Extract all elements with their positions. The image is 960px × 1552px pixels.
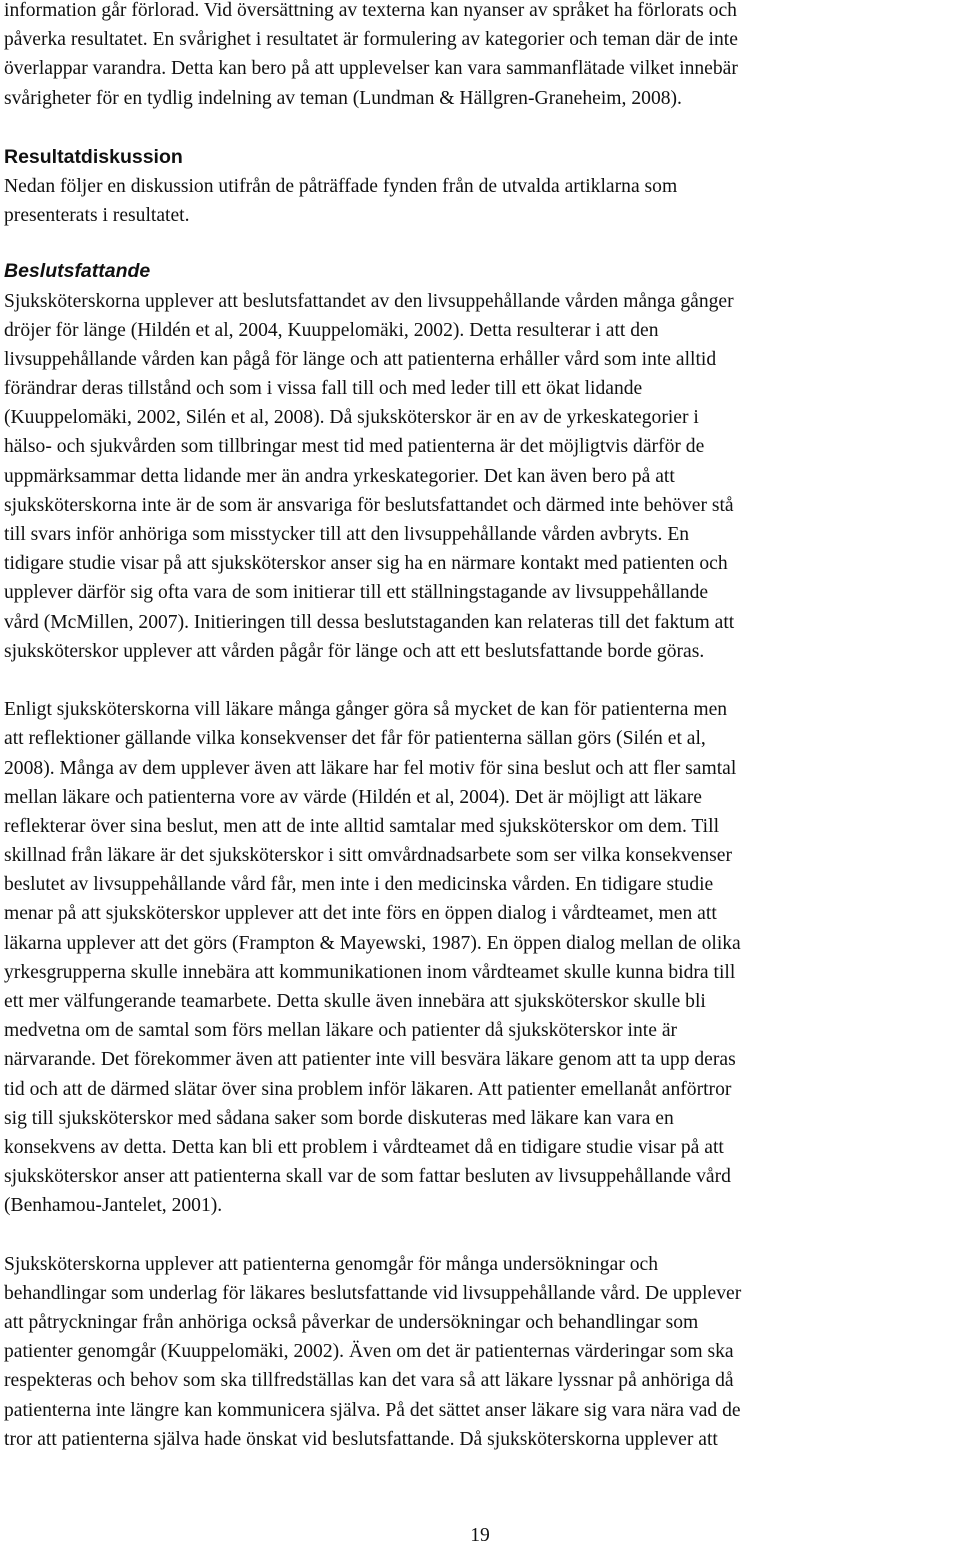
- section-intro-paragraph: [4, 172, 956, 230]
- text-line: tid och att de därmed slätar över sina problem inför läkaren. Att patienter emellanåt anförtror: [4, 1078, 732, 1100]
- text-line: överlappar varandra. Detta kan bero på att upplevelser kan vara sammanflätade vilket innebär: [4, 58, 738, 80]
- body-paragraph: [4, 695, 956, 1220]
- text-line: förändrar deras tillstånd och som i vissa fall till och med leder till ett ökat lidande: [4, 378, 643, 400]
- text-line: behandlingar som underlag för läkares beslutsfattande vid livsuppehållande vård. De upplever: [4, 1282, 742, 1304]
- text-line: Sjuksköterskorna upplever att patienterna genomgår för många undersökningar och: [4, 1253, 659, 1275]
- text-line: Nedan följer en diskussion utifrån de påträffade fynden från de utvalda artiklarna som: [4, 175, 678, 197]
- text-line: att reflektioner gällande vilka konsekvenser det får för patienterna sällan görs (Silén et al,: [4, 728, 706, 750]
- text-line: till svars inför anhöriga som misstycker till att den livsuppehållande vården avbryts. En: [4, 524, 690, 546]
- text-line: skillnad från läkare är det sjuksköterskor i sitt omvårdnadsarbete som ser vilka konsekvenser: [4, 845, 733, 867]
- text-line: upplever därför sig ofta vara de som initierar till ett ställningstagande av livsuppehållande: [4, 582, 709, 604]
- text-line: information går förlorad. Vid översättning av texterna kan nyanser av språket ha förlorats och: [4, 0, 737, 21]
- text-line: konsekvens av detta. Detta kan bli ett problem i vårdteamet då en tidigare studie visar på att: [4, 1136, 724, 1158]
- text-line: tror att patienterna själva hade önskat vid beslutsfattande. Då sjuksköterskorna upplever att: [4, 1428, 718, 1450]
- document-page: [4, 0, 956, 1454]
- text-line: patienter genomgår (Kuuppelomäki, 2002). Även om det är patienternas värderingar som ska: [4, 1341, 734, 1363]
- body-paragraph: [4, 287, 956, 666]
- text-line: ett mer välfungerande teamarbete. Detta skulle även innebära att sjuksköterskor skulle bli: [4, 991, 706, 1013]
- text-line: medvetna om de samtal som förs mellan läkare och patienter då sjuksköterskor inte är: [4, 1020, 678, 1042]
- text-line: mellan läkare och patienterna vore av värde (Hildén et al, 2004). Det är möjligt att läkare: [4, 786, 702, 808]
- text-line: livsuppehållande vården kan pågå för länge och att patienterna erhåller vård som inte alltid: [4, 348, 717, 370]
- text-line: patienterna inte längre kan kommunicera själva. På det sättet anser läkare sig vara nära vad de: [4, 1399, 741, 1421]
- text-line: Sjuksköterskorna upplever att beslutsfattandet av den livsuppehållande vården många gånger: [4, 290, 734, 312]
- intro-paragraph: [4, 0, 956, 113]
- text-line: beslutet av livsuppehållande vård får, men inte i den medicinska vården. En tidigare studie: [4, 874, 714, 896]
- text-line: presenterats i resultatet.: [4, 205, 190, 227]
- text-line: dröjer för länge (Hildén et al, 2004, Kuuppelomäki, 2002). Detta resulterar i att den: [4, 319, 659, 341]
- text-line: sjuksköterskor upplever att vården pågår för länge och att ett beslutsfattande borde göras.: [4, 640, 705, 662]
- text-line: (Benhamou-Jantelet, 2001).: [4, 1195, 223, 1217]
- body-paragraph: [4, 1250, 956, 1454]
- text-line: vård (McMillen, 2007). Initieringen till dessa beslutstaganden kan relateras till det faktum att: [4, 611, 735, 633]
- text-line: sjuksköterskorna inte är de som är ansvariga för beslutsfattandet och därmed inte behöver stå: [4, 494, 734, 516]
- text-line: svårigheter för en tydlig indelning av teman (Lundman & Hällgren-Graneheim, 2008).: [4, 87, 682, 109]
- text-line: yrkesgrupperna skulle innebära att kommunikationen inom vårdteamet skulle kunna bidra till: [4, 961, 736, 983]
- text-line: menar på att sjuksköterskor upplever att det inte förs en öppen dialog i vårdteamet, men att: [4, 903, 717, 925]
- text-line: påverka resultatet. En svårighet i resultatet är formulering av kategorier och teman där de inte: [4, 29, 738, 51]
- text-line: hälso- och sjukvården som tillbringar mest tid med patienterna är det möjligtvis därför de: [4, 436, 705, 458]
- text-line: tidigare studie visar på att sjuksköterskor anser sig ha en närmare kontakt med patienten och: [4, 553, 728, 575]
- text-line: uppmärksammar detta lidande mer än andra yrkeskategorier. Det kan även bero på att: [4, 465, 675, 487]
- section-heading: Resultatdiskussion: [4, 145, 183, 168]
- subsection-heading: Beslutsfattande: [4, 260, 151, 283]
- text-line: (Kuuppelomäki, 2002, Silén et al, 2008). Då sjuksköterskor är en av de yrkeskategorier i: [4, 407, 699, 429]
- page-number: 19: [470, 1525, 490, 1546]
- text-line: respekteras och behov som ska tillfredställas kan det vara så att läkare lyssnar på anhöriga då: [4, 1370, 734, 1392]
- text-line: läkarna upplever att det görs (Frampton & Mayewski, 1987). En öppen dialog mellan de olika: [4, 932, 741, 954]
- text-line: närvarande. Det förekommer även att patienter inte vill besvära läkare genom att ta upp deras: [4, 1049, 736, 1071]
- text-line: Enligt sjuksköterskorna vill läkare många gånger göra så mycket de kan för patienterna men: [4, 699, 728, 721]
- text-line: 2008). Många av dem upplever även att läkare har fel motiv för sina beslut och att fler samtal: [4, 757, 737, 779]
- text-line: sjuksköterskor anser att patienterna skall var de som fattar besluten av livsuppehållande vård: [4, 1166, 731, 1188]
- text-line: att påtryckningar från anhöriga också påverkar de undersökningar och behandlingar som: [4, 1312, 699, 1334]
- text-line: reflekterar över sina beslut, men att de inte alltid samtalar med sjuksköterskor om dem. Till: [4, 815, 720, 837]
- text-line: sig till sjuksköterskor med sådana saker som borde diskuteras med läkare kan vara en: [4, 1107, 674, 1129]
